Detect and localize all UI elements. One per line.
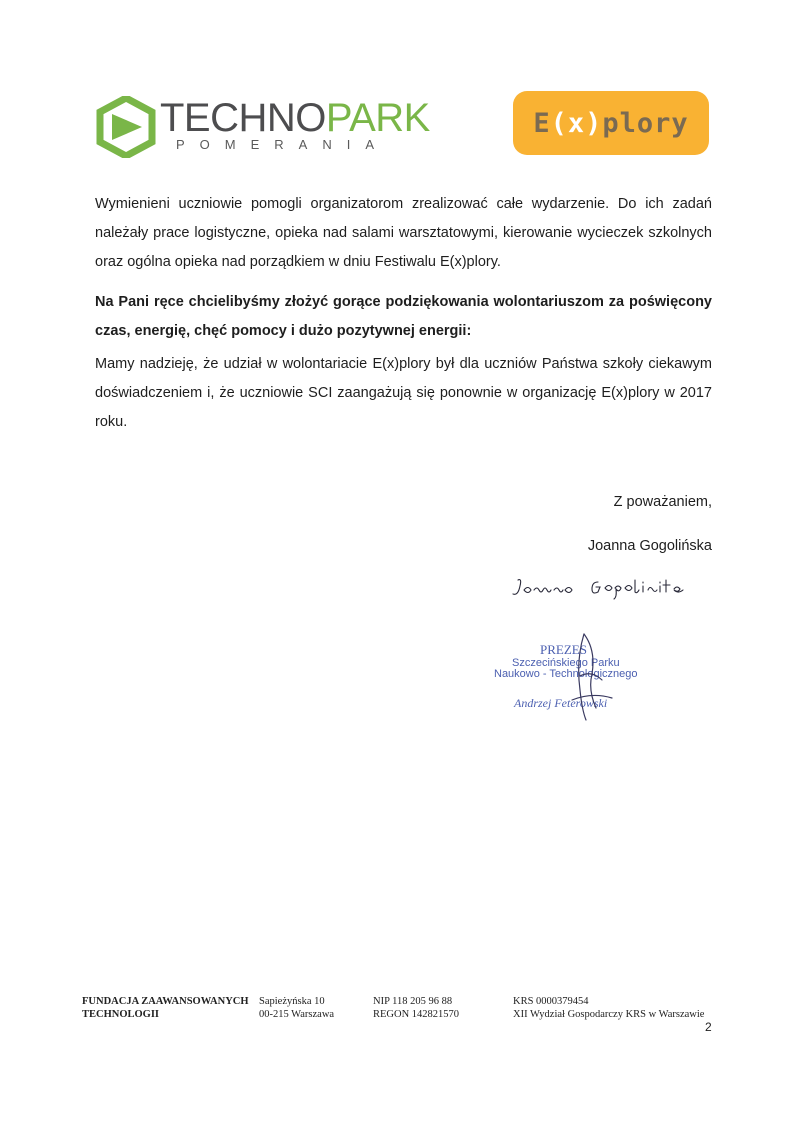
- letter-paragraph-2: Na Pani ręce chcielibyśmy złożyć gorące podziękowania wolontariuszom za poświęcony czas, energię, chęć pomocy i dużo pozytywnej energii:: [95, 294, 712, 339]
- footer-court: XII Wydział Gospodarczy KRS w Warszawie: [513, 1009, 705, 1020]
- technopark-word-techno: TECHNO: [160, 96, 326, 140]
- footer-regon: REGON 142821570: [373, 1009, 460, 1020]
- footer-nip: NIP 118 205 96 88: [373, 996, 453, 1007]
- footer-address-line-1: Sapieżyńska 10: [259, 996, 325, 1007]
- letter-closing: Z poważaniem,: [613, 494, 712, 510]
- technopark-word-park: PARK: [325, 96, 430, 140]
- explory-logo: [513, 91, 709, 155]
- technopark-wordmark: [160, 98, 430, 138]
- president-stamp: [492, 630, 642, 720]
- footer-address: [259, 995, 334, 1021]
- explory-paren-close: ): [585, 107, 603, 139]
- page-number: 2: [705, 1020, 712, 1034]
- stamp-name: Andrzej Feterowski: [514, 696, 608, 710]
- letter-signer-name: Joanna Gogolińska: [587, 538, 712, 554]
- explory-x: x: [567, 107, 586, 139]
- footer-tax-ids: [373, 995, 459, 1021]
- technopark-pomerania-logo: [96, 96, 430, 160]
- letter-paragraph-3: Mamy nadzieję, że udział w wolontariacie E(x)plory był dla uczniów Państwa szkoły ciekawym doświadczeniem i, że uczniowie SCI zaangażują się ponownie w organizację E(x)plory w 2017 roku.: [95, 356, 712, 430]
- explory-suffix: plory: [602, 107, 689, 139]
- stamp-signature-scrawl: [562, 630, 622, 722]
- technopark-play-icon: [96, 96, 158, 158]
- footer-org-line-1: FUNDACJA ZAAWANSOWANYCH: [82, 996, 249, 1007]
- stamp-title: PREZES: [540, 642, 587, 657]
- stamp-org-line-1: Szczecińskiego Parku: [512, 657, 620, 669]
- footer-organization: [82, 995, 249, 1021]
- footer-address-line-2: 00-215 Warszawa: [259, 1009, 335, 1020]
- handwritten-signature: [510, 572, 700, 606]
- explory-prefix: E: [533, 107, 551, 139]
- technopark-subtitle: POMERANIA: [176, 137, 390, 152]
- footer-org-line-2: TECHNOLOGII: [82, 1009, 160, 1020]
- footer-registry: [513, 995, 704, 1021]
- stamp-org-line-2: Naukowo - Technologicznego: [494, 668, 638, 680]
- explory-paren-open: (: [550, 107, 568, 139]
- footer-krs: KRS 0000379454: [513, 996, 589, 1007]
- letter-paragraph-1: Wymienieni uczniowie pomogli organizatorom zrealizować całe wydarzenie. Do ich zadań należały prace logistyczne, opieka nad salami warsztatowymi, kierowanie wycieczek szkolnych oraz ogólna opieka nad porządkiem w dniu Festiwalu E(x)plory.: [95, 196, 712, 270]
